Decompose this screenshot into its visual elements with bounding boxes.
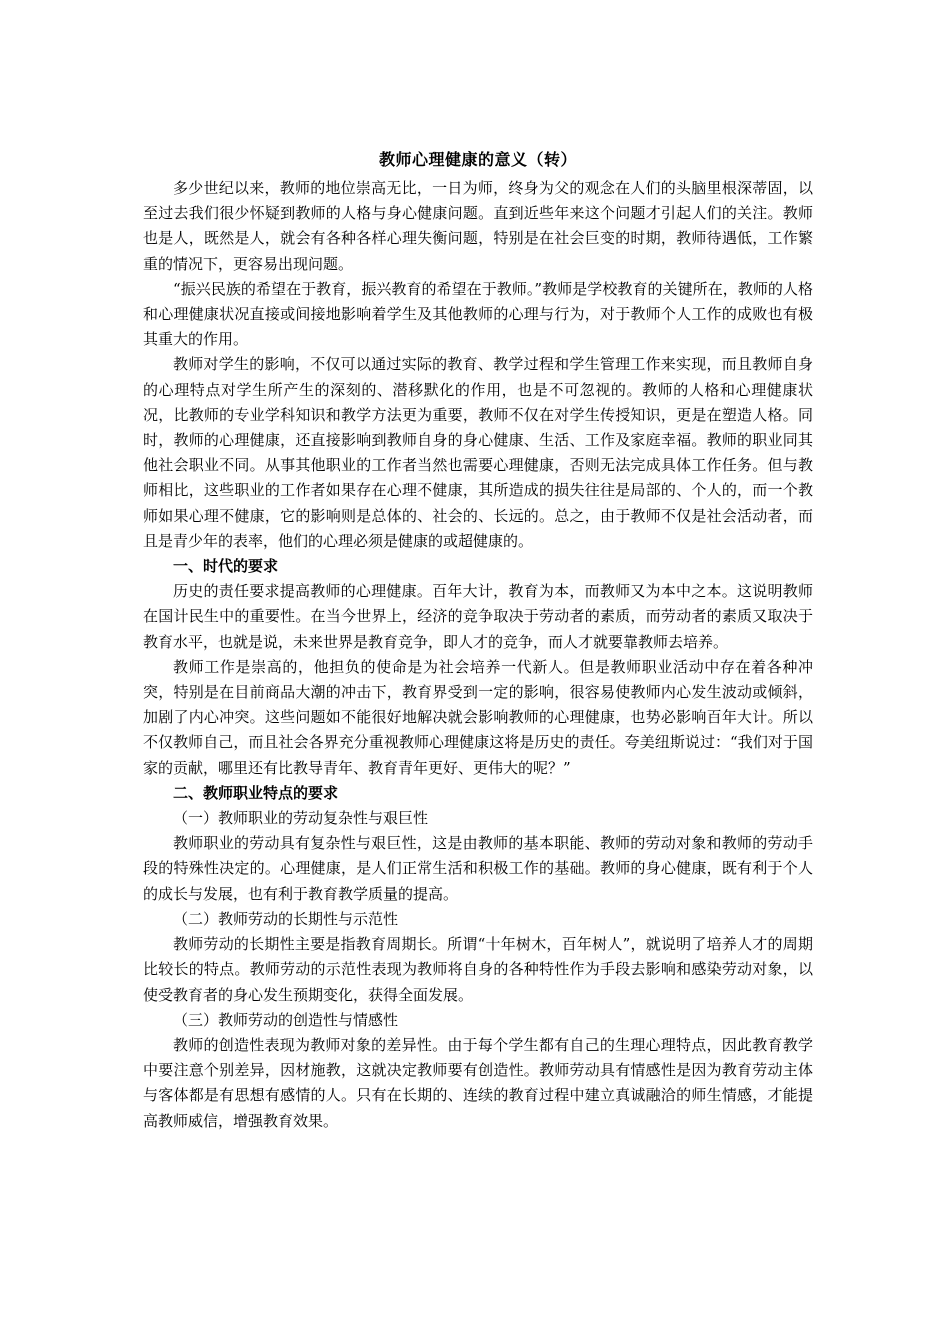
subheading-creativity: （三）教师劳动的创造性与情感性 [173, 1010, 399, 1029]
paragraph-long-term: 教师劳动的长期性主要是指教育周期长。所谓“十年树木，百年树人”，就说明了培养人才的周期比较长的特点。教师劳动的示范性表现为教师将自身的各种特性作为手段去影响和感染劳动对象，以使受教育者的身心发生预期变化，获得全面发展。 [143, 935, 813, 1004]
document-title: 教师心理健康的意义（转） [378, 150, 577, 169]
paragraph-creativity: 教师的创造性表现为教师对象的差异性。由于每个学生都有自己的生理心理特点，因此教育教学中要注意个别差异，因材施教，这就决定教师要有创造性。教师劳动具有情感性是因为教育劳动主体与客体都是有思想有感情的人。只有在长期的、连续的教育过程中建立真诚融洽的师生情感，才能提高教师威信，增强教育效果。 [143, 1035, 813, 1130]
paragraph-conflict: 教师工作是崇高的，他担负的使命是为社会培养一代新人。但是教师职业活动中存在着各种冲突，特别是在目前商品大潮的冲击下，教育界受到一定的影响，很容易使教师内心发生波动或倾斜，加剧了内心冲突。这些问题如不能很好地解决就会影响教师的心理健康，也势必影响百年大计。所以不仅教师自己，而且社会各界充分重视教师心理健康这将是历史的责任。夸美纽斯说过：“我们对于国家的贡献，哪里还有比教导青年、教育青年更好、更伟大的呢？” [143, 657, 813, 777]
paragraph-complexity: 教师职业的劳动具有复杂性与艰巨性，这是由教师的基本职能、教师的劳动对象和教师的劳动手段的特殊性决定的。心理健康，是人们正常生活和积极工作的基础。教师的身心健康，既有利于个人的成长与发展，也有利于教育教学质量的提高。 [143, 834, 813, 903]
paragraph-history: 历史的责任要求提高教师的心理健康。百年大计，教育为本，而教师又为本中之本。这说明教师在国计民生中的重要性。在当今世界上，经济的竞争取决于劳动者的素质，而劳动者的素质又取决于教育水平，也就是说，未来世界是教育竞争，即人才的竞争，而人才就要靠教师去培养。 [143, 582, 813, 651]
subheading-long-term: （二）教师劳动的长期性与示范性 [173, 909, 399, 928]
subheading-complexity: （一）教师职业的劳动复杂性与艰巨性 [173, 809, 429, 828]
document-page [143, 148, 813, 1134]
section-heading-era: 一、时代的要求 [173, 557, 279, 576]
paragraph-intro: 多少世纪以来，教师的地位崇高无比，一日为师，终身为父的观念在人们的头脑里根深蒂固，以至过去我们很少怀疑到教师的人格与身心健康问题。直到近些年来这个问题才引起人们的关注。教师也是人，既然是人，就会有各种各样心理失衡问题，特别是在社会巨变的时期，教师待遇低，工作繁重的情况下，更容易出现问题。 [143, 179, 813, 273]
section-heading-profession: 二、教师职业特点的要求 [173, 783, 339, 802]
paragraph-influence: 教师对学生的影响，不仅可以通过实际的教育、教学过程和学生管理工作来实现，而且教师自身的心理特点对学生所产生的深刻的、潜移默化的作用，也是不可忽视的。教师的人格和心理健康状况，比教师的专业学科知识和教学方法更为重要，教师不仅在对学生传授知识，更是在塑造人格。同时，教师的心理健康，还直接影响到教师自身的身心健康、生活、工作及家庭幸福。教师的职业同其他社会职业不同。从事其他职业的工作者当然也需要心理健康，否则无法完成具体工作任务。但与教师相比，这些职业的工作者如果存在心理不健康，其所造成的损失往往是局部的、个人的，而一个教师如果心理不健康，它的影响则是总体的、社会的、长远的。总之，由于教师不仅是社会活动者，而且是青少年的表率，他们的心理必须是健康的或超健康的。 [143, 355, 813, 550]
paragraph-quote: “振兴民族的希望在于教育，振兴教育的希望在于教师。”教师是学校教育的关键所在，教师的人格和心理健康状况直接或间接地影响着学生及其他教师的心理与行为，对于教师个人工作的成败也有极其重大的作用。 [143, 279, 813, 349]
